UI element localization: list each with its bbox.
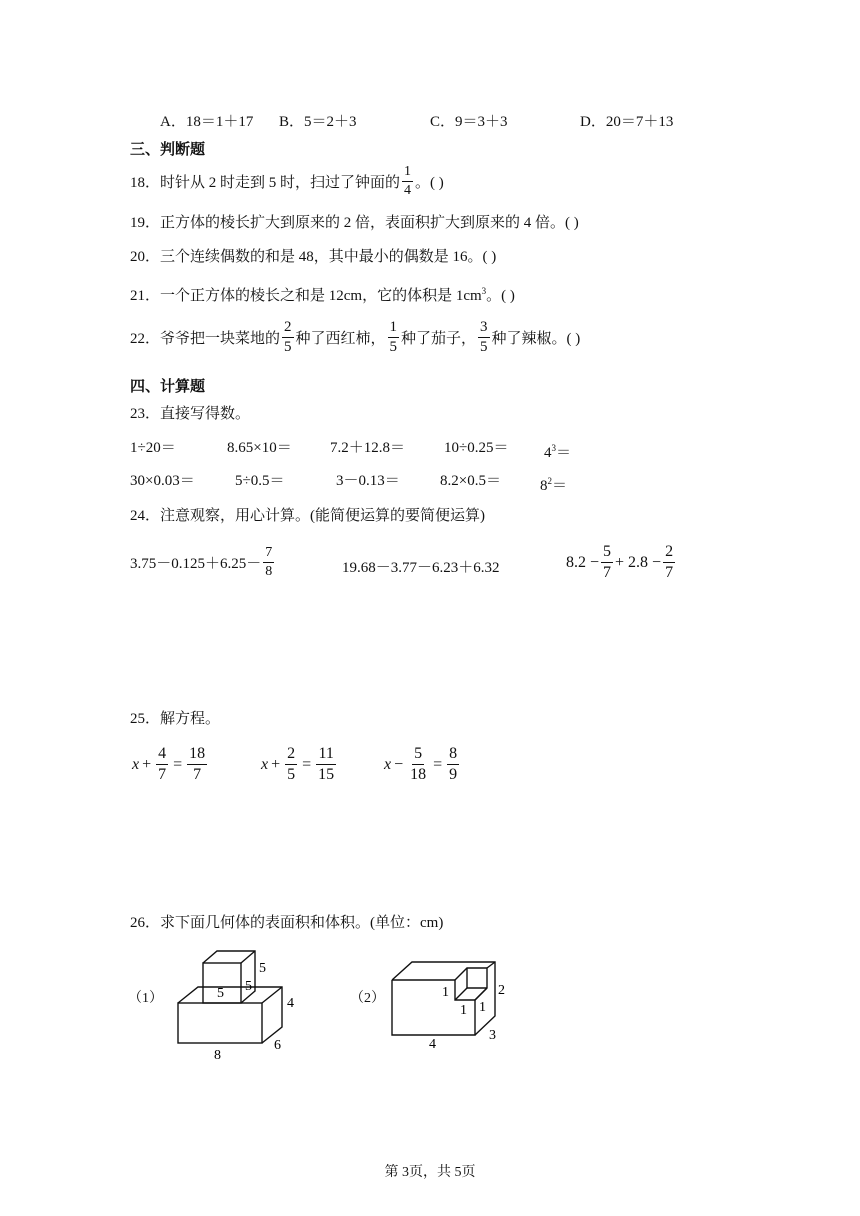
q23-r2-c4: 8.2×0.5＝ [440, 473, 501, 489]
q23-r1-c1: 1÷20＝ [130, 440, 176, 456]
q23-title: 23．直接写得数。 [130, 406, 251, 422]
fig2-cut-a: 1 [442, 985, 449, 1000]
q25-equation-1: x + $\frac{4}{7}$ = $\frac{18}{7}$ [132, 745, 206, 783]
q17-option-a: A．18＝1＋17 [160, 114, 254, 130]
fig1-top-width: 5 [217, 986, 224, 1001]
page-footer: 第 3页，共 5页 [384, 1165, 476, 1180]
q22-fraction-3: $\frac{3}{5}$ [480, 319, 488, 355]
figure-1-solid [170, 945, 320, 1065]
q24-expr-2: 19.68－3.77－6.23＋6.32 [342, 560, 500, 576]
section-title-judgement: 三、判断题 [130, 142, 206, 158]
fig2-width: 4 [429, 1037, 436, 1052]
q17-option-c: C．9＝3＋3 [430, 114, 508, 130]
fig1-base-depth: 6 [274, 1038, 281, 1053]
q23-r2-c2: 5÷0.5＝ [235, 473, 285, 489]
question-21: 21．一个正方体的棱长之和是 12cm，它的体积是 $1cm^3$。( ) [130, 286, 515, 304]
q25-title: 25．解方程。 [130, 711, 221, 727]
q22-fraction-1: $\frac{2}{5}$ [284, 319, 292, 355]
q25-equation-3: x − $\frac{5}{18}$ = $\frac{8}{9}$ [384, 745, 458, 783]
section-title-calculation: 四、计算题 [130, 379, 206, 395]
fig2-cut-c: 1 [479, 1000, 486, 1015]
fig2-height: 2 [498, 983, 505, 998]
q17-option-d: D．20＝7＋13 [580, 114, 674, 130]
fig1-label: （1） [128, 991, 163, 1006]
question-20: 20．三个连续偶数的和是 48，其中最小的偶数是 16。( ) [130, 249, 497, 265]
fig2-cut-b: 1 [460, 1003, 467, 1018]
fig1-base-height: 4 [287, 996, 294, 1011]
fig1-top-depth: 5 [245, 979, 252, 994]
fig1-top-height: 5 [259, 961, 266, 976]
question-18 [130, 165, 444, 198]
fig2-depth: 3 [489, 1028, 496, 1043]
q24-title: 24．注意观察，用心计算。(能简便运算的要简便运算) [130, 508, 485, 524]
q23-r2-c3: 3－0.13＝ [336, 473, 400, 489]
q23-r1-c5: $4^3=$ [544, 443, 572, 461]
fig1-base-width: 8 [214, 1048, 221, 1063]
question-22: 22．爷爷把一块菜地的 $\frac{2}{5}$ 种了西红柿， $\frac{1}{5}$ 种了茄子， $\frac{3}{5}$ 种了辣椒。( ) [130, 319, 581, 355]
fig2-label: （2） [350, 991, 385, 1006]
q18-answer-blank[interactable]: 。( ) [415, 175, 444, 191]
q23-r2-c5: $8^2=$ [540, 476, 568, 494]
q18-text: 18．时针从 2 时走到 5 时，扫过了钟面的 [130, 175, 401, 191]
q22-fraction-2: $\frac{1}{5}$ [389, 319, 398, 355]
q23-r1-c2: 8.65×10＝ [227, 440, 292, 456]
q23-r2-c1: 30×0.03＝ [130, 473, 195, 489]
q25-equation-2: x + $\frac{2}{5}$ = $\frac{11}{15}$ [261, 745, 335, 783]
q17-option-b: B．5＝2＋3 [279, 114, 357, 130]
q23-r1-c3: 7.2＋12.8＝ [330, 440, 406, 456]
q18-fraction: $\frac{1}{4}$ [404, 164, 412, 198]
figure-2-solid [385, 950, 515, 1055]
question-19: 19．正方体的棱长扩大到原来的 2 倍，表面积扩大到原来的 4 倍。( ) [130, 215, 579, 231]
q22-answer-blank[interactable]: 种了辣椒。( ) [491, 331, 581, 347]
q24-expr-3: 8.2 − $\frac{5}{7}$ + 2.8 − $\frac{2}{7}$ [566, 543, 674, 581]
q23-r1-c4: 10÷0.25＝ [444, 440, 509, 456]
q24-expr-1: 3.75－0.125＋6.25－ $\frac{7}{8}$ [130, 545, 273, 579]
q26-title: 26．求下面几何体的表面积和体积。(单位：cm) [130, 915, 444, 931]
